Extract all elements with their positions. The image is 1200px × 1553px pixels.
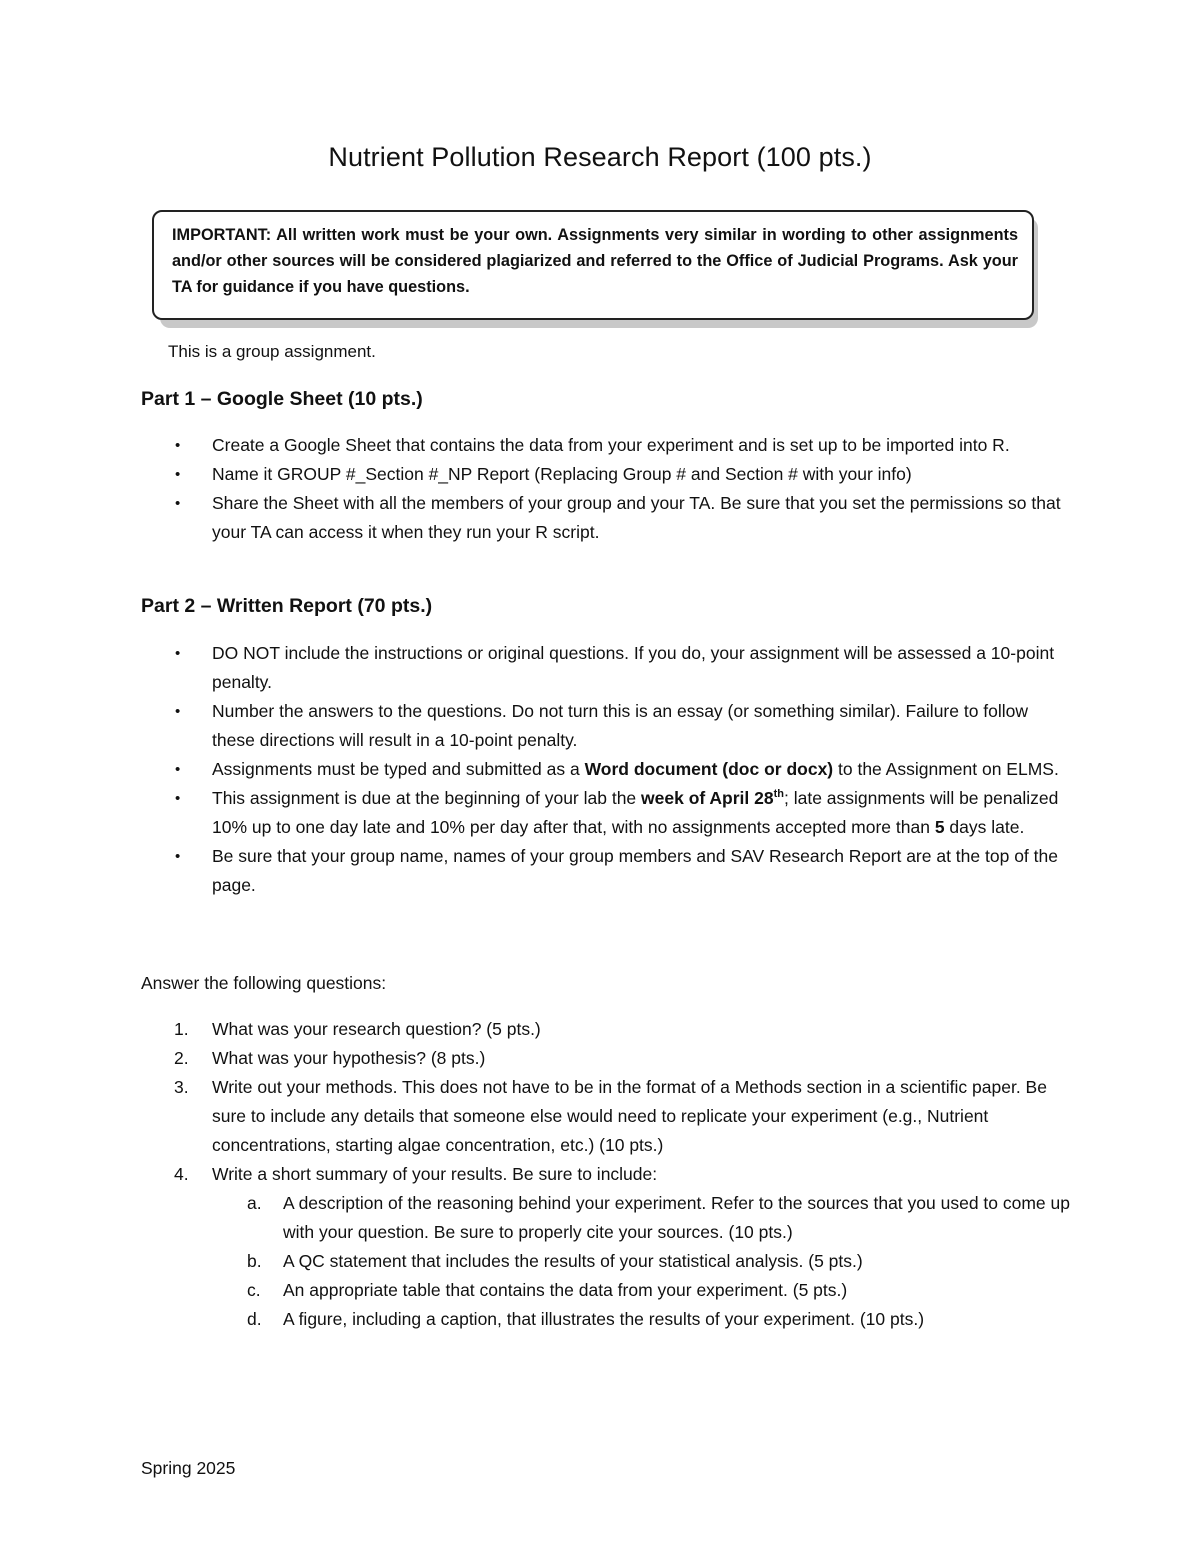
due-date-text: week of April 28 — [641, 788, 774, 808]
part2-bullet-list — [141, 639, 1071, 900]
list-item-text: ; late assignments will be penalized 10% up to one day late and 10% per day after that, with no assignments accepted more than — [212, 788, 1059, 837]
part1-heading: Part 1 – Google Sheet (10 pts.) — [141, 388, 423, 410]
list-item-text: Share the Sheet with all the members of your group and your TA. Be sure that you set the permissions so that your TA can access it when they run your R script. — [212, 493, 1061, 542]
subquestion-letter: a. — [247, 1193, 262, 1213]
question-number: 2. — [174, 1048, 189, 1068]
list-item-text: Create a Google Sheet that contains the data from your experiment and is set up to be imported into R. — [212, 435, 1010, 455]
list-item-text: Be sure that your group name, names of your group members and SAV Research Report are at the top of the page. — [212, 846, 1058, 895]
bullet-icon: • — [175, 645, 181, 662]
subquestion-text: A figure, including a caption, that illustrates the results of your experiment. (10 pts.) — [283, 1309, 925, 1329]
list-item — [141, 639, 1071, 697]
list-item — [141, 1160, 1071, 1334]
list-item — [212, 1247, 1071, 1276]
subquestion-letter: d. — [247, 1309, 262, 1329]
group-assignment-note: This is a group assignment. — [168, 342, 376, 361]
part2-heading: Part 2 – Written Report (70 pts.) — [141, 595, 433, 617]
question-text: Write a short summary of your results. Be sure to include: — [212, 1164, 658, 1184]
due-date-emphasis — [641, 788, 784, 808]
important-notice-box: IMPORTANT: All written work must be your own. Assignments very similar in wording to other assignments and/or other sources will be considered plagiarized and referred to the Office of Judicial Programs. Ask your TA for guidance if you have questions. — [152, 210, 1034, 320]
bullet-icon: • — [175, 790, 181, 807]
question-list — [141, 1015, 1071, 1334]
list-item-text: days late. — [944, 817, 1025, 837]
format-emphasis: Word document (doc or docx) — [584, 759, 834, 779]
question-text: Write out your methods. This does not have to be in the format of a Methods section in a scientific paper. Be sure to include any details that someone else would need to replicate your experiment (e.g., Nutrient concentrations, starting algae concentration, etc.) (10 pts.) — [212, 1077, 1047, 1155]
list-item — [141, 1044, 1071, 1073]
list-item — [212, 1189, 1071, 1247]
bullet-icon: • — [175, 848, 181, 865]
list-item-text: This assignment is due at the beginning of your lab the — [212, 788, 642, 808]
page-footer: Spring 2025 — [141, 1458, 236, 1478]
list-item — [141, 1073, 1071, 1160]
list-item-text: Number the answers to the questions. Do not turn this is an essay (or something similar). Failure to follow these directions will result in a 10-point penalty. — [212, 701, 1029, 750]
bullet-icon: • — [175, 495, 181, 512]
bullet-icon: • — [175, 437, 181, 454]
list-item-text: DO NOT include the instructions or original questions. If you do, your assignment will be assessed a 10-point penalty. — [212, 643, 1055, 692]
list-item — [141, 460, 1071, 489]
question-number: 1. — [174, 1019, 189, 1039]
bullet-icon: • — [175, 703, 181, 720]
list-item — [212, 1276, 1071, 1305]
document-title: Nutrient Pollution Research Report (100 pts.) — [328, 142, 872, 172]
list-item — [141, 784, 1071, 842]
list-item — [141, 431, 1071, 460]
subquestion-letter: b. — [247, 1251, 262, 1271]
list-item-text: to the Assignment on ELMS. — [833, 759, 1059, 779]
list-item — [141, 489, 1071, 547]
list-item-text: Assignments must be typed and submitted as a — [212, 759, 585, 779]
list-item — [141, 1015, 1071, 1044]
subquestion-text: A description of the reasoning behind your experiment. Refer to the sources that you used to come up with your question. Be sure to properly cite your sources. (10 pts.) — [283, 1193, 1070, 1242]
question-number: 3. — [174, 1077, 189, 1097]
days-emphasis: 5 — [934, 817, 945, 837]
bullet-icon: • — [175, 761, 181, 778]
subquestion-text: An appropriate table that contains the data from your experiment. (5 pts.) — [283, 1280, 848, 1300]
list-item — [141, 842, 1071, 900]
subquestion-text: A QC statement that includes the results of your statistical analysis. (5 pts.) — [283, 1251, 863, 1271]
bullet-icon: • — [175, 466, 181, 483]
list-item-text: Name it GROUP #_Section #_NP Report (Replacing Group # and Section # with your info) — [212, 464, 912, 484]
part1-bullet-list — [141, 431, 1071, 547]
list-item — [141, 697, 1071, 755]
subquestion-list — [212, 1189, 1071, 1334]
list-item — [141, 755, 1071, 784]
answer-intro: Answer the following questions: — [141, 973, 387, 993]
question-text: What was your research question? (5 pts.) — [212, 1019, 541, 1039]
ordinal-suffix: th — [773, 788, 784, 801]
question-number: 4. — [174, 1164, 189, 1184]
subquestion-letter: c. — [247, 1280, 261, 1300]
list-item — [212, 1305, 1071, 1334]
question-text: What was your hypothesis? (8 pts.) — [212, 1048, 486, 1068]
